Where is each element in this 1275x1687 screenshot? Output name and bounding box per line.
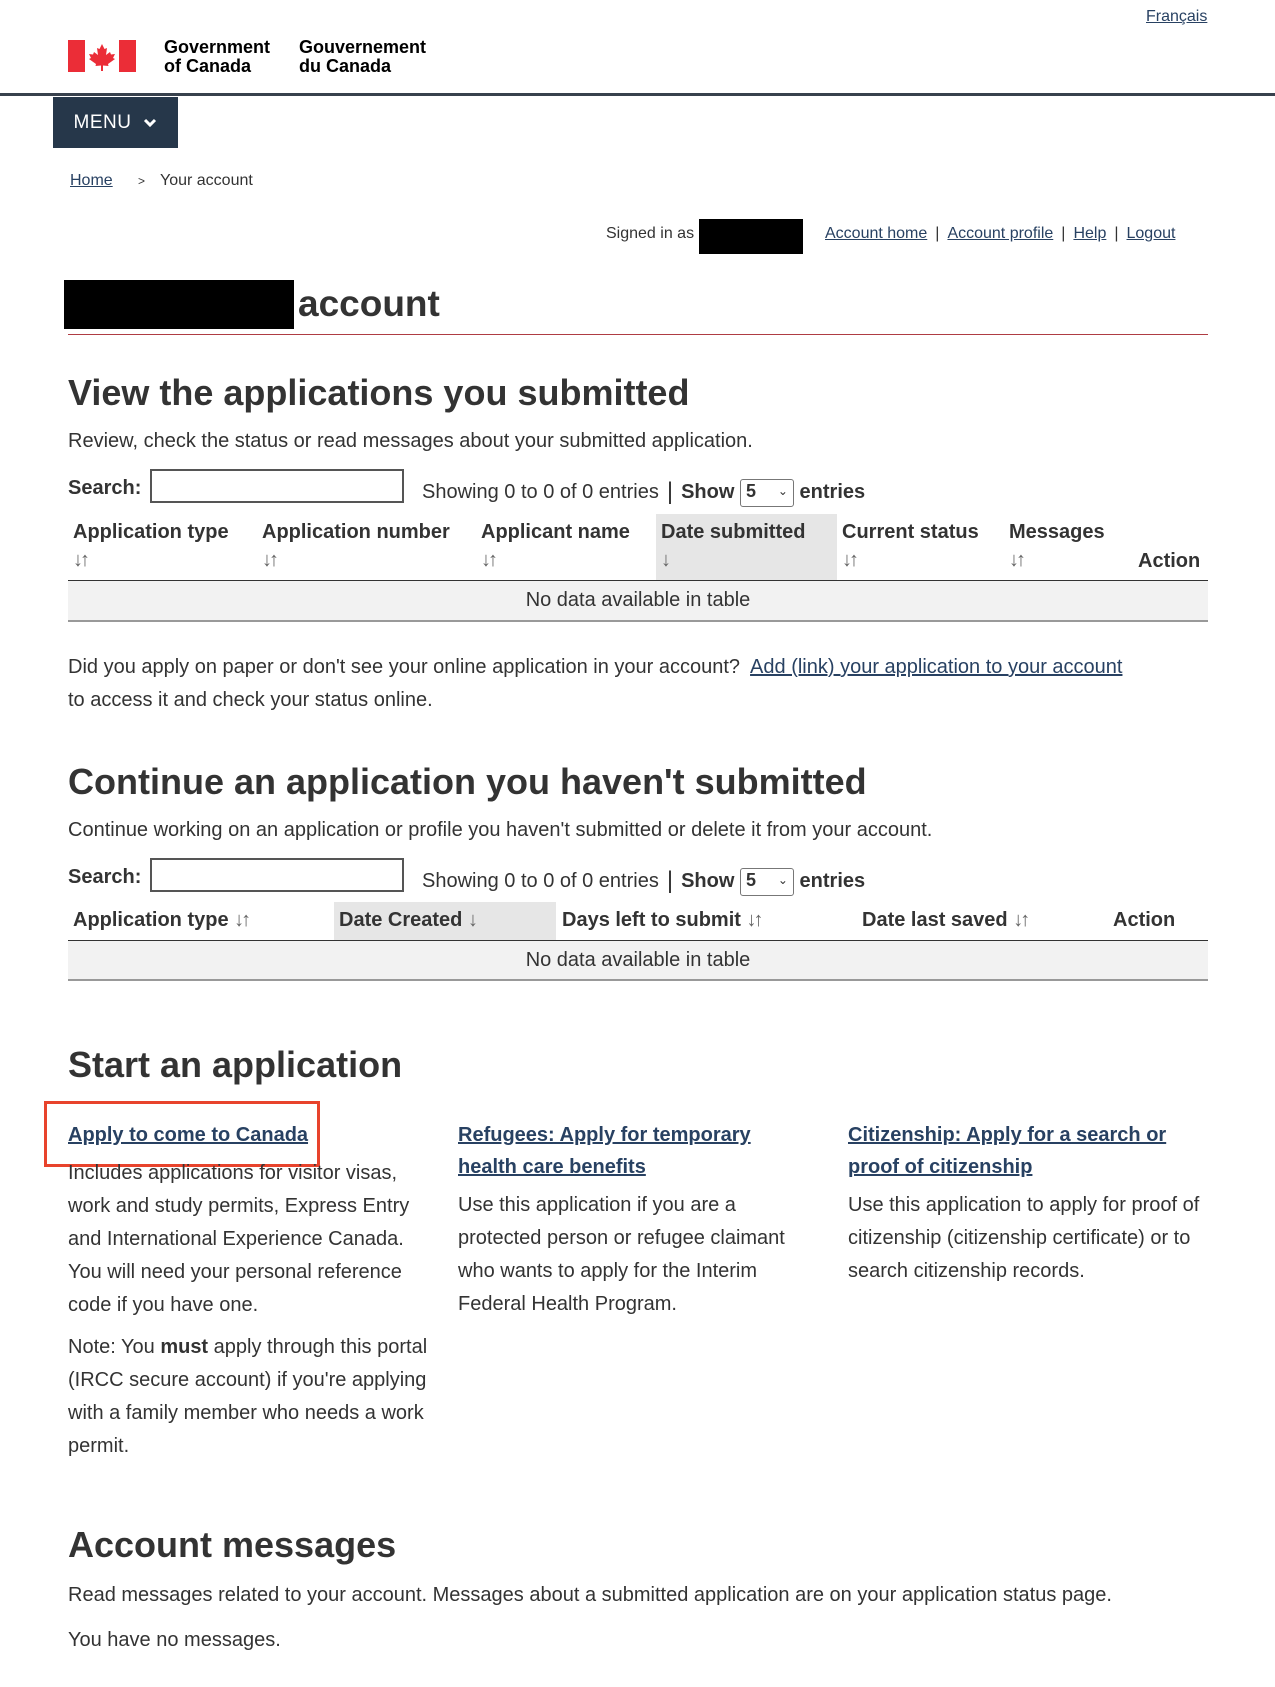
refugees-health-benefits-link[interactable]: Refugees: Apply for temporary health care benefits: [458, 1124, 751, 1178]
submitted-search-input[interactable]: [150, 469, 404, 503]
column-header-application-type[interactable]: Application type ↓↑: [73, 909, 249, 931]
unsubmitted-page-size-select[interactable]: 5 ⌄: [740, 868, 794, 896]
messages-lead: Read messages related to your account. Messages about a submitted application are on your application status page.: [68, 1584, 1112, 1606]
sort-icon: ↓↑: [262, 549, 276, 571]
government-signature-fr[interactable]: Gouvernement du Canada: [299, 37, 427, 76]
signed-in-label: Signed in as: [606, 225, 695, 242]
unsubmitted-heading: Continue an application you haven't submitted: [68, 761, 867, 802]
account-home-link[interactable]: Account home: [825, 225, 928, 242]
chevron-down-icon: ⌄: [777, 872, 788, 887]
column-header-current-status[interactable]: Current status ↓↑: [842, 518, 979, 574]
table-bottom-rule: [68, 979, 1208, 981]
start-card-refugees: [458, 1119, 813, 1321]
column-header-application-type[interactable]: Application type ↓↑: [73, 518, 229, 574]
chevron-down-icon: ⌄: [777, 483, 788, 498]
messages-empty: You have no messages.: [68, 1629, 281, 1651]
column-header-date-submitted[interactable]: Date submitted ↓: [656, 514, 837, 580]
chevron-down-icon: [143, 118, 157, 128]
sort-icon: ↓↑: [1009, 549, 1023, 571]
start-card-citizenship: [848, 1119, 1218, 1288]
submitted-table-info: Showing 0 to 0 of 0 entries | Show 5 ⌄ entries: [422, 478, 866, 505]
card-description: Use this application to apply for proof of citizenship (citizenship certificate) or to search citizenship records.: [848, 1194, 1200, 1282]
submitted-empty-row: No data available in table: [68, 581, 1208, 620]
unsubmitted-table-info: Showing 0 to 0 of 0 entries | Show 5 ⌄ entries: [422, 867, 866, 894]
account-profile-link[interactable]: Account profile: [947, 225, 1054, 242]
search-label: Search:: [68, 866, 142, 888]
sort-icon: ↓↑: [842, 549, 856, 571]
column-header-action: Action: [1113, 909, 1176, 931]
breadcrumb-home-link[interactable]: Home: [70, 172, 113, 189]
logout-link[interactable]: Logout: [1126, 225, 1176, 242]
column-header-date-created[interactable]: Date Created ↓: [334, 902, 556, 940]
page-title: account: [298, 283, 440, 324]
sort-icon: ↓↑: [73, 549, 87, 571]
start-heading: Start an application: [68, 1044, 403, 1085]
breadcrumb-separator: >: [138, 174, 146, 188]
column-header-messages[interactable]: Messages ↓↑: [1009, 518, 1105, 574]
card-description: Includes applications for visitor visas, work and study permits, Express Entry and International Experience Canada. You will need your personal reference code if you have one.: [68, 1162, 410, 1316]
card-description: Use this application if you are a protected person or refugee claimant who wants to apply for the Interim Federal Health Program.: [458, 1194, 785, 1315]
start-card-visitor: [68, 1119, 434, 1463]
help-link[interactable]: Help: [1073, 225, 1107, 242]
unsubmitted-empty-row: No data available in table: [68, 941, 1208, 979]
column-header-application-number[interactable]: Application number ↓↑: [262, 518, 450, 574]
sort-icon: ↓↑: [481, 549, 495, 571]
column-header-days-left[interactable]: Days left to submit ↓↑: [562, 909, 761, 931]
table-bottom-rule: [68, 620, 1208, 622]
account-nav: Account home | Account profile | Help | Logout: [825, 225, 1176, 242]
submitted-page-size-select[interactable]: 5 ⌄: [740, 479, 794, 507]
column-header-action: Action: [1138, 550, 1201, 572]
sort-icon: ↓↑: [1013, 909, 1028, 931]
unsubmitted-search-input[interactable]: [150, 858, 404, 892]
language-toggle-link[interactable]: Français: [1146, 8, 1208, 25]
submitted-lead: Review, check the status or read messages about your submitted application.: [68, 430, 753, 452]
menu-button[interactable]: MENU: [53, 97, 178, 148]
government-signature-en[interactable]: Government of Canada: [164, 37, 271, 76]
column-header-applicant-name[interactable]: Applicant name ↓↑: [481, 518, 630, 574]
redacted-username: [699, 219, 803, 254]
redacted-account-name: [64, 280, 294, 329]
paper-application-note: Did you apply on paper or don't see your online application in your account? Add (link) your application to your account to access it and check your status online.: [68, 656, 1123, 711]
citizenship-proof-link[interactable]: Citizenship: Apply for a search or proof of citizenship: [848, 1124, 1167, 1178]
sort-icon: ↓↑: [234, 909, 249, 931]
title-underline: [68, 334, 1208, 335]
sort-icon: ↓↑: [746, 909, 761, 931]
link-application-link[interactable]: Add (link) your application to your account: [750, 656, 1123, 678]
breadcrumb-current: Your account: [160, 172, 253, 189]
canada-flag-icon: [68, 40, 136, 72]
unsubmitted-lead: Continue working on an application or profile you haven't submitted or delete it from your account.: [68, 819, 933, 841]
column-header-date-last-saved[interactable]: Date last saved ↓↑: [862, 909, 1028, 931]
apply-to-come-to-canada-link[interactable]: Apply to come to Canada: [68, 1124, 309, 1146]
search-label: Search:: [68, 477, 142, 499]
header-divider: [0, 93, 1275, 96]
submitted-heading: View the applications you submitted: [68, 372, 690, 413]
sort-descending-icon: ↓: [467, 909, 475, 931]
messages-heading: Account messages: [68, 1524, 397, 1565]
sort-descending-icon: ↓: [661, 549, 668, 571]
card-note: Note: You must apply through this portal (IRCC secure account) if you're applying with a family member who needs a work permit.: [68, 1336, 428, 1457]
